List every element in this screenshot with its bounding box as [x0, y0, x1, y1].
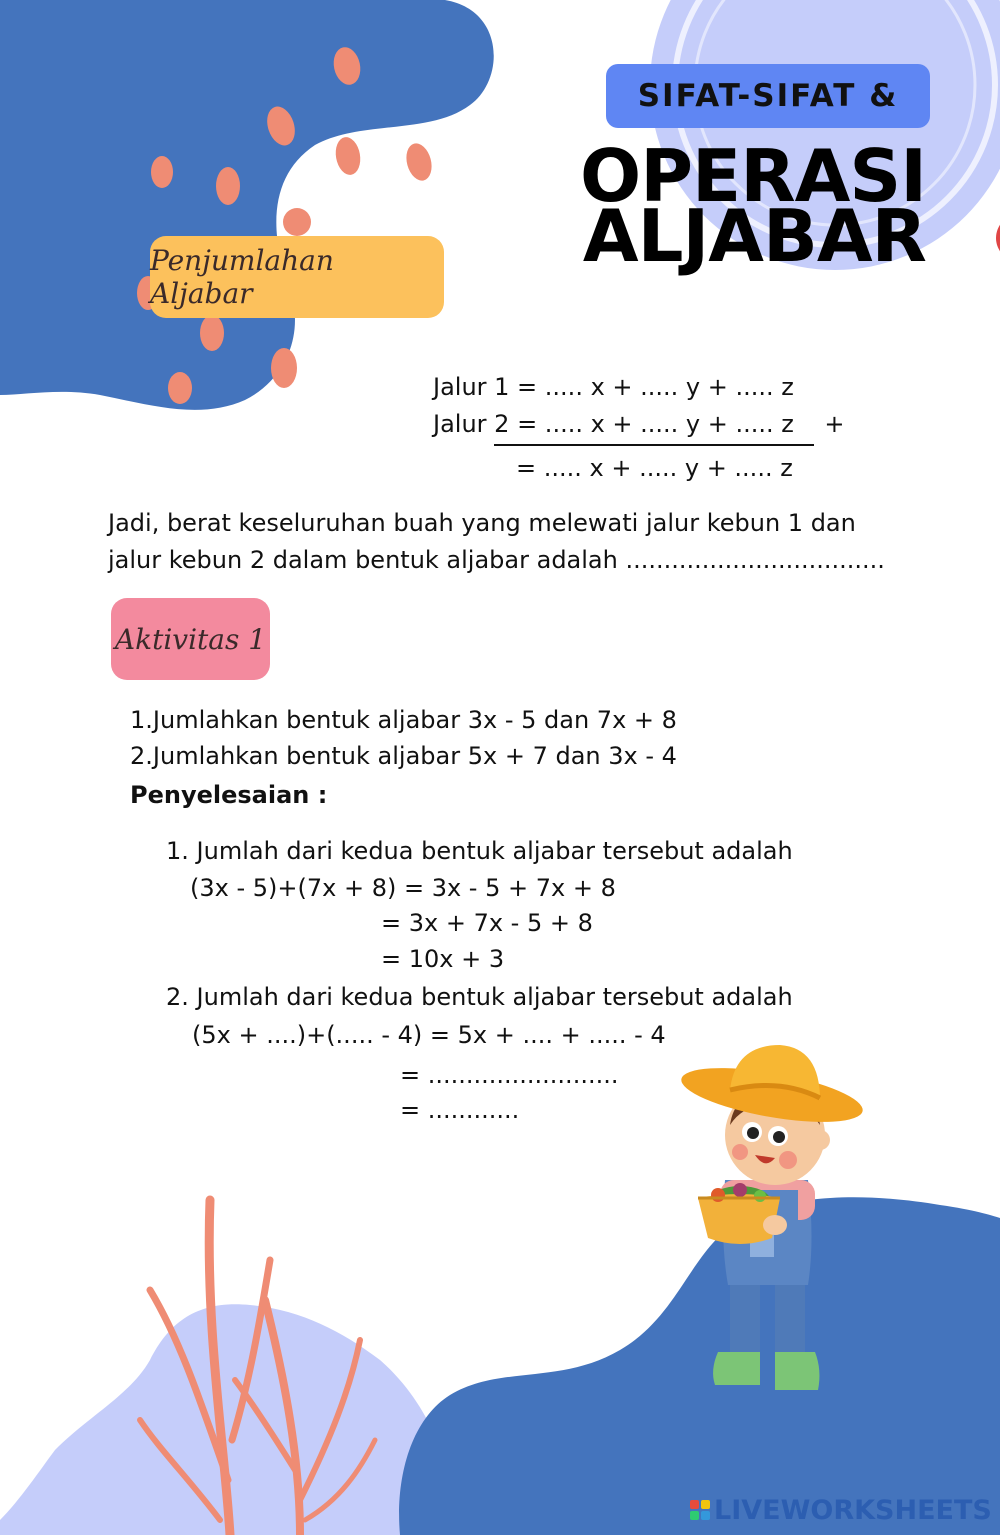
- section-label-penjumlahan: Penjumlahan Aljabar: [150, 236, 444, 318]
- liveworksheets-logo: [690, 1494, 992, 1526]
- sum-line-2-prefix: Jalur: [433, 410, 495, 438]
- subtitle-banner: SIFAT-SIFAT &: [606, 64, 930, 128]
- solution-heading: Penyelesaian :: [130, 781, 328, 809]
- sum-divider: [494, 444, 814, 446]
- liveworksheets-logo-icon: [690, 1500, 710, 1520]
- solution-1-intro: 1. Jumlah dari kedua bentuk aljabar tersebut adalah: [166, 837, 793, 865]
- task-2: 2.Jumlahkan bentuk aljabar 5x + 7 dan 3x - 4: [130, 742, 677, 770]
- solution-2-intro: 2. Jumlah dari kedua bentuk aljabar tersebut adalah: [166, 983, 793, 1011]
- solution-1-line-2: = 3x + 7x - 5 + 8: [381, 909, 593, 937]
- conclusion-text: Jadi, berat keseluruhan buah yang melewati jalur kebun 1 dan jalur kebun 2 dalam bentuk aljabar adalah ..................................: [108, 509, 885, 574]
- sum-line-2: [433, 412, 845, 436]
- sum-line-2-rest: 2 = ..... x + ..... y + ..... z +: [494, 410, 845, 438]
- solution-1-line-3: = 10x + 3: [381, 945, 505, 973]
- solution-1-line-1: (3x - 5)+(7x + 8) = 3x - 5 + 7x + 8: [190, 874, 616, 902]
- task-1: 1.Jumlahkan bentuk aljabar 3x - 5 dan 7x + 8: [130, 706, 677, 734]
- sum-line-3: = ..... x + ..... y + ..... z: [516, 454, 793, 482]
- solution-2-answer-2: = ............: [400, 1096, 520, 1124]
- activity-label: Aktivitas 1: [111, 598, 270, 680]
- sum-line-1: Jalur 1 = ..... x + ..... y + ..... z: [433, 373, 794, 401]
- page-title-line1: OPERASI: [580, 134, 926, 218]
- farmer-boy-illustration: [680, 1040, 870, 1400]
- solution-2-answer-1: = .........................: [400, 1061, 619, 1089]
- solution-2-line-1: (5x + ....)+(..... - 4) = 5x + .... + ..... - 4: [192, 1021, 666, 1049]
- page-title-line2: ALJABAR: [582, 194, 926, 278]
- liveworksheets-brand-text: LIVEWORKSHEETS: [714, 1494, 992, 1526]
